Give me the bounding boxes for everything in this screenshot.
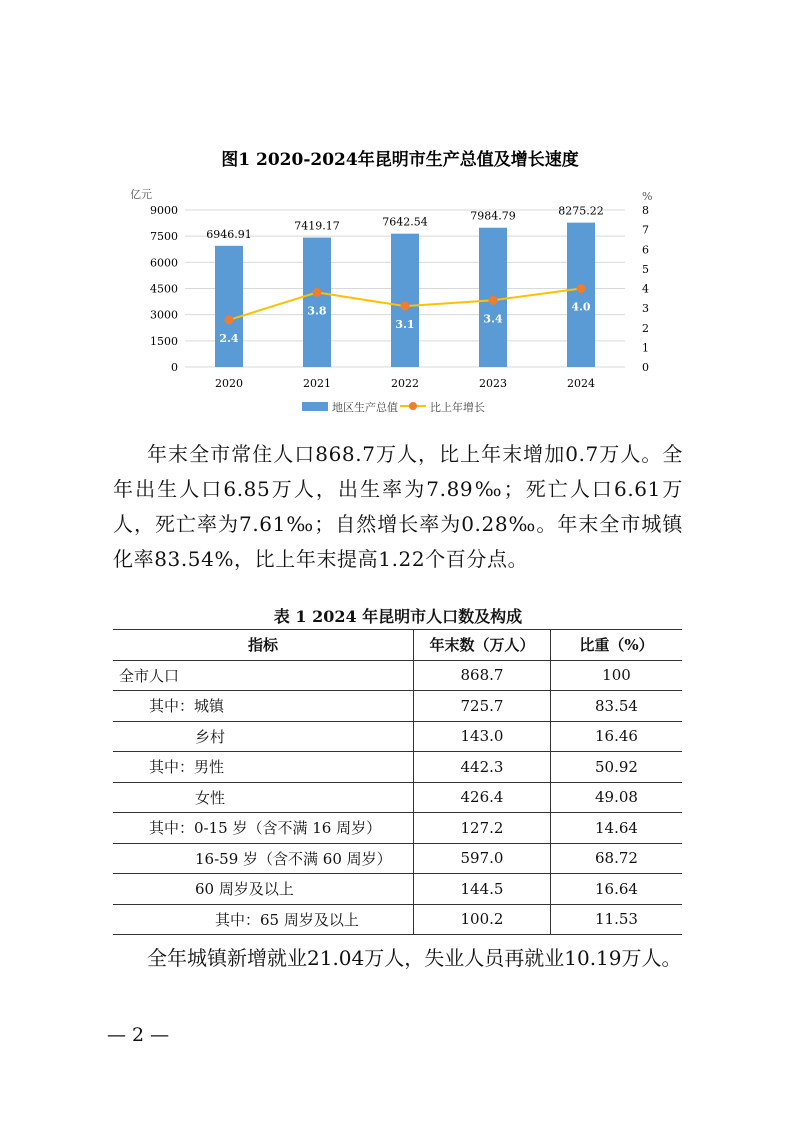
row-label: 其中：男性 bbox=[113, 752, 414, 783]
row-share: 11.53 bbox=[551, 904, 683, 935]
right-axis-label: % bbox=[642, 190, 653, 203]
growth-value-label: 2.4 bbox=[219, 331, 239, 345]
population-table bbox=[113, 629, 682, 935]
right-tick-label: 7 bbox=[642, 223, 649, 237]
right-tick-label: 0 bbox=[642, 361, 649, 374]
left-tick-label: 7500 bbox=[150, 230, 178, 244]
row-label: 其中：城镇 bbox=[113, 691, 414, 722]
table-row bbox=[113, 904, 682, 935]
row-value: 144.5 bbox=[414, 874, 551, 905]
right-tick-label: 2 bbox=[642, 321, 649, 335]
growth-value-label: 3.1 bbox=[395, 318, 415, 332]
row-share: 68.72 bbox=[551, 843, 683, 874]
table-row bbox=[113, 660, 682, 691]
row-label: 60 周岁及以上 bbox=[113, 874, 414, 905]
x-tick-label: 2021 bbox=[303, 377, 331, 390]
legend-line-marker bbox=[409, 402, 417, 410]
chart-title: 图1 2020-2024年昆明市生产总值及增长速度 bbox=[221, 150, 579, 170]
row-share: 14.64 bbox=[551, 813, 683, 844]
gdp-chart bbox=[130, 140, 670, 430]
left-tick-label: 4500 bbox=[150, 282, 178, 296]
gdp-bar bbox=[567, 223, 595, 367]
table-row bbox=[113, 782, 682, 813]
gdp-bar bbox=[303, 238, 331, 367]
growth-marker bbox=[401, 302, 410, 311]
legend-line-label: 比上年增长 bbox=[430, 401, 485, 414]
row-value: 442.3 bbox=[414, 752, 551, 783]
header-value: 年末数（万人） bbox=[414, 630, 551, 661]
left-axis-label: 亿元 bbox=[130, 188, 152, 201]
row-share: 16.64 bbox=[551, 874, 683, 905]
x-tick-label: 2020 bbox=[215, 377, 243, 390]
bar-value-label: 7984.79 bbox=[470, 209, 516, 223]
header-share: 比重（%） bbox=[551, 630, 683, 661]
right-tick-label: 6 bbox=[642, 243, 649, 257]
gdp-bar bbox=[391, 234, 419, 367]
row-share: 49.08 bbox=[551, 782, 683, 813]
table-row bbox=[113, 752, 682, 783]
bar-value-label: 7419.17 bbox=[294, 219, 340, 233]
row-value: 597.0 bbox=[414, 843, 551, 874]
header-indicator: 指标 bbox=[113, 630, 414, 661]
left-tick-label: 6000 bbox=[150, 256, 178, 270]
left-tick-label: 9000 bbox=[150, 204, 178, 217]
bar-value-label: 8275.22 bbox=[558, 204, 604, 218]
left-tick-label: 3000 bbox=[150, 308, 178, 322]
x-tick-label: 2023 bbox=[479, 377, 507, 390]
row-label: 全市人口 bbox=[113, 660, 414, 691]
employment-paragraph: 全年城镇新增就业21.04万人，失业人员再就业10.19万人。 bbox=[147, 946, 682, 970]
right-tick-label: 8 bbox=[642, 204, 649, 217]
page-number: — 2 — bbox=[107, 1024, 170, 1046]
row-value: 426.4 bbox=[414, 782, 551, 813]
growth-marker bbox=[489, 296, 498, 305]
row-value: 143.0 bbox=[414, 721, 551, 752]
right-tick-label: 4 bbox=[642, 282, 649, 296]
table-title: 表 1 2024 年昆明市人口数及构成 bbox=[273, 607, 523, 626]
table-row bbox=[113, 813, 682, 844]
row-label: 乡村 bbox=[113, 721, 414, 752]
bar-value-label: 6946.91 bbox=[206, 227, 252, 241]
row-value: 100.2 bbox=[414, 904, 551, 935]
legend-bar-label: 地区生产总值 bbox=[332, 401, 398, 414]
right-tick-label: 5 bbox=[642, 262, 649, 276]
row-share: 16.46 bbox=[551, 721, 683, 752]
row-share: 50.92 bbox=[551, 752, 683, 783]
growth-marker bbox=[313, 288, 322, 297]
growth-value-label: 3.8 bbox=[307, 304, 327, 318]
left-tick-label: 1500 bbox=[150, 334, 178, 348]
gdp-bar bbox=[215, 246, 243, 367]
growth-marker bbox=[225, 315, 234, 324]
x-tick-label: 2024 bbox=[567, 377, 595, 390]
table-row bbox=[113, 874, 682, 905]
right-tick-label: 3 bbox=[642, 302, 649, 316]
x-tick-label: 2022 bbox=[391, 377, 419, 390]
row-value: 725.7 bbox=[414, 691, 551, 722]
row-share: 83.54 bbox=[551, 691, 683, 722]
left-tick-label: 0 bbox=[171, 361, 178, 374]
bar-value-label: 7642.54 bbox=[382, 215, 428, 229]
growth-value-label: 3.4 bbox=[483, 312, 503, 326]
row-label: 女性 bbox=[113, 782, 414, 813]
legend-bar-swatch bbox=[302, 402, 328, 411]
row-label: 其中：65 周岁及以上 bbox=[113, 904, 414, 935]
row-share: 100 bbox=[551, 660, 683, 691]
row-label: 其中：0-15 岁（含不满 16 周岁） bbox=[113, 813, 414, 844]
row-label: 16-59 岁（含不满 60 周岁） bbox=[113, 843, 414, 874]
right-tick-label: 1 bbox=[642, 341, 649, 355]
table-row bbox=[113, 721, 682, 752]
row-value: 868.7 bbox=[414, 660, 551, 691]
population-paragraph: 年末全市常住人口868.7万人，比上年末增加0.7万人。全年出生人口6.85万人，出生率为7.89‰；死亡人口6.61万人，死亡率为7.61‰；自然增长率为0.28‰。年末全市城镇化率83.54%，比上年末提高1.22个百分点。 bbox=[113, 442, 683, 571]
growth-value-label: 4.0 bbox=[571, 300, 591, 314]
table-row bbox=[113, 843, 682, 874]
table-row bbox=[113, 691, 682, 722]
growth-marker bbox=[577, 284, 586, 293]
row-value: 127.2 bbox=[414, 813, 551, 844]
